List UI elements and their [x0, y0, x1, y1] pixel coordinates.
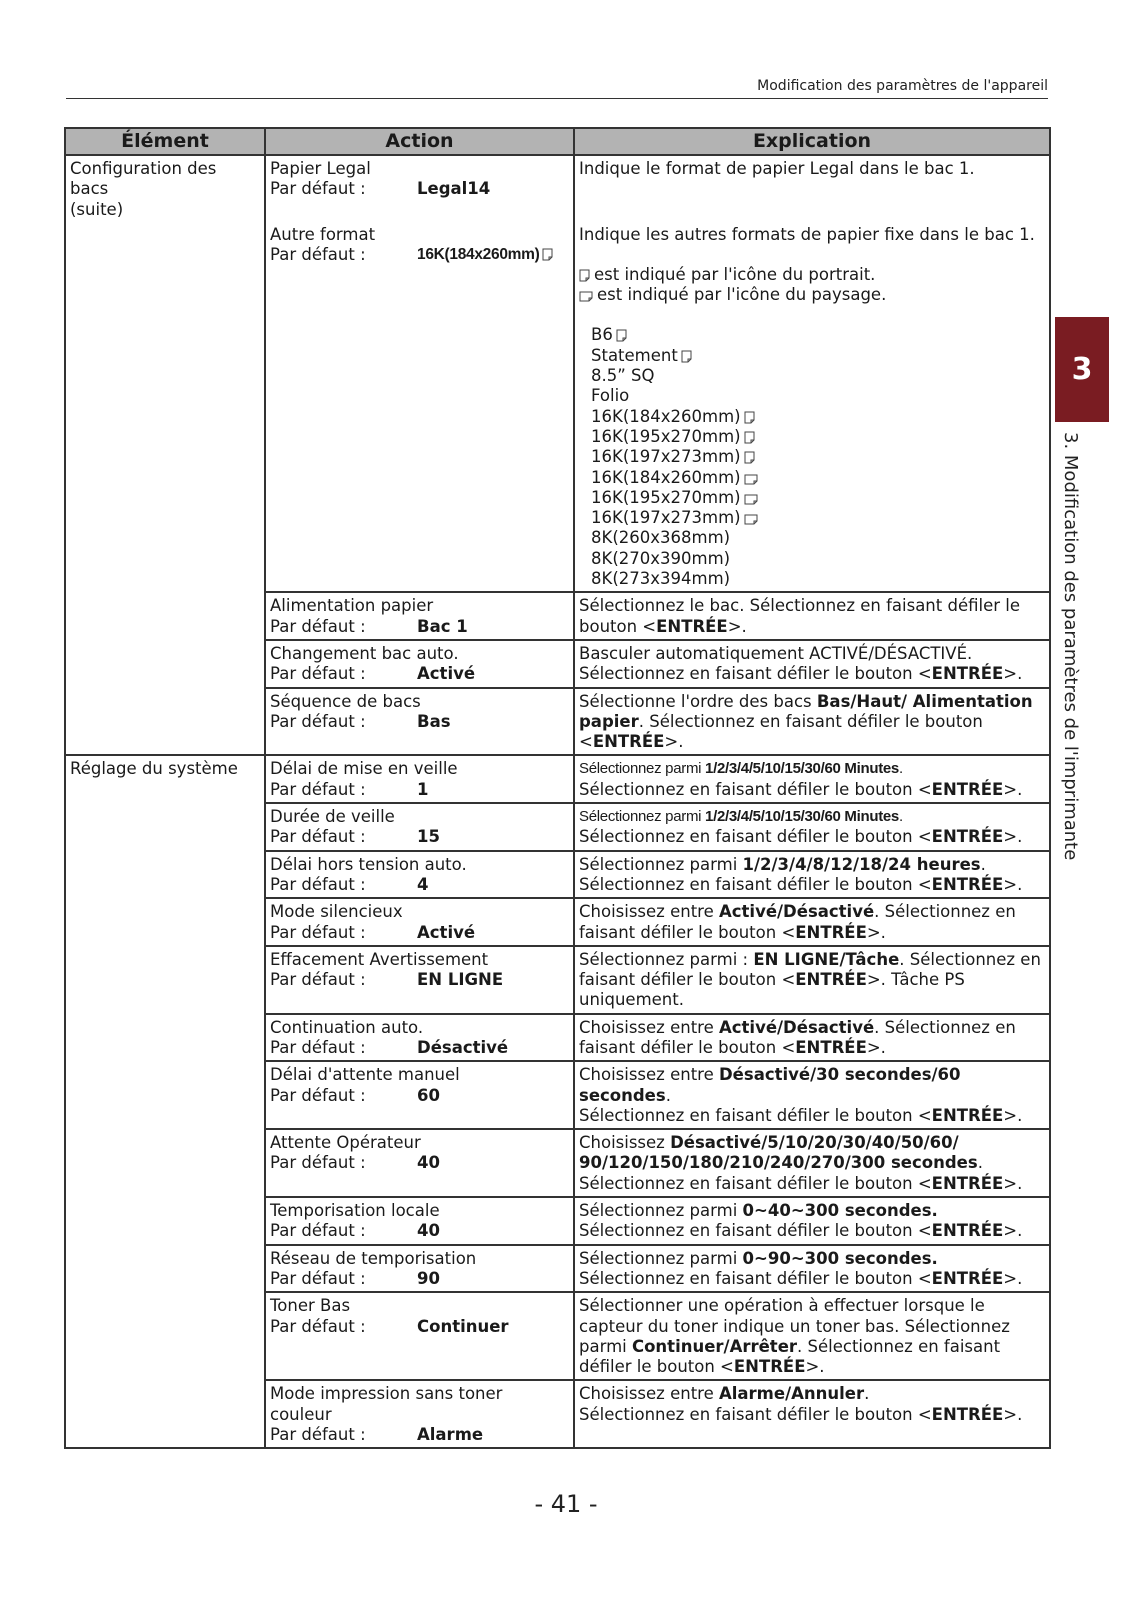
- default-value: 4: [417, 874, 429, 894]
- default-value: Alarme: [417, 1425, 484, 1445]
- portrait-icon: [579, 269, 590, 282]
- action-cell: Temporisation locale Par défaut : 40: [265, 1197, 574, 1245]
- portrait-icon: [542, 248, 553, 261]
- explanation-cell: Basculer automatiquement ACTIVÉ/DÉSACTIVÉ. Sélectionnez en faisant défiler le bouton <ENTRÉE>.: [574, 640, 1050, 688]
- list-item: Folio: [591, 386, 630, 406]
- default-value: 40: [417, 1153, 440, 1173]
- action-cell: Mode silencieux Par défaut : Activé: [265, 898, 574, 946]
- col-header-explication: Explication: [574, 128, 1050, 155]
- chapter-tab[interactable]: 3: [1055, 317, 1109, 422]
- default-value: 90: [417, 1268, 440, 1288]
- page-number: - 41 -: [534, 1490, 598, 1518]
- list-item: 16K(197x273mm): [591, 508, 1045, 528]
- default-value: Continuer: [417, 1316, 509, 1336]
- explanation-cell: Choisissez entre Activé/Désactivé. Sélectionnez en faisant défiler le bouton <ENTRÉE>.: [574, 1014, 1050, 1062]
- action-cell: Changement bac auto. Par défaut : Activé: [265, 640, 574, 688]
- default-value: 1: [417, 779, 429, 799]
- action-cell: Délai d'attente manuel Par défaut : 60: [265, 1061, 574, 1129]
- action-cell: Délai de mise en veille Par défaut : 1: [265, 755, 574, 803]
- col-header-action: Action: [265, 128, 574, 155]
- format-list: [579, 325, 1045, 589]
- explanation-cell: Sélectionnez le bac. Sélectionnez en faisant défiler le bouton <ENTRÉE>.: [574, 592, 1050, 640]
- default-value: Activé: [417, 922, 476, 942]
- action-cell: Autre format Par défaut : 16K(184x260mm): [265, 222, 574, 593]
- action-cell: Réseau de temporisation Par défaut : 90: [265, 1245, 574, 1293]
- landscape-icon: [744, 494, 758, 505]
- action-cell: Papier Legal Par défaut : Legal14: [265, 155, 574, 222]
- portrait-icon: [616, 329, 627, 342]
- explanation-cell: Choisissez entre Alarme/Annuler. Sélectionnez en faisant défiler le bouton <ENTRÉE>.: [574, 1380, 1050, 1448]
- default-value: Désactivé: [417, 1037, 509, 1057]
- explanation-cell: Choisissez entre Désactivé/30 secondes/60 secondes. Sélectionnez en faisant défiler le bouton <ENTRÉE>.: [574, 1061, 1050, 1129]
- explanation-cell: Sélectionnez parmi 1/2/3/4/5/10/15/30/60 Minutes. Sélectionnez en faisant défiler le bouton <ENTRÉE>.: [574, 803, 1050, 851]
- col-header-element: Élément: [65, 128, 265, 155]
- default-value: 15: [417, 827, 440, 847]
- explanation-cell: Indique le format de papier Legal dans le bac 1.: [574, 155, 1050, 222]
- portrait-icon: [744, 451, 755, 464]
- table-header-row: [65, 128, 1050, 155]
- section-system: Réglage du système: [65, 755, 265, 1448]
- default-value: Bas: [417, 711, 451, 731]
- action-cell: Toner Bas Par défaut : Continuer: [265, 1292, 574, 1380]
- default-value: Bac 1: [417, 616, 468, 636]
- section-trays: Configuration des bacs (suite): [65, 155, 265, 755]
- header-rule: [66, 98, 1048, 99]
- explanation-cell: Choisissez Désactivé/5/10/20/30/40/50/60/ 90/120/150/180/210/240/270/300 secondes. Sélectionnez en faisant défiler le bouton <ENTRÉE>.: [574, 1129, 1050, 1197]
- table-row: [65, 155, 1050, 222]
- running-header: Modification des paramètres de l'appareil: [757, 78, 1048, 94]
- list-item: Statement: [591, 346, 1045, 366]
- list-item: 8K(273x394mm): [591, 569, 731, 589]
- list-item: 16K(195x270mm): [591, 488, 1045, 508]
- settings-table: [64, 127, 1051, 1449]
- chapter-title-vertical: 3. Modification des paramètres de l'imprimante: [1060, 432, 1081, 861]
- explanation-cell: Sélectionnez parmi 1/2/3/4/5/10/15/30/60 Minutes. Sélectionnez en faisant défiler le bouton <ENTRÉE>.: [574, 755, 1050, 803]
- action-cell: Effacement Avertissement Par défaut : EN LIGNE: [265, 946, 574, 1014]
- action-cell: Attente Opérateur Par défaut : 40: [265, 1129, 574, 1197]
- table-row: [65, 755, 1050, 803]
- explanation-cell: Sélectionnez parmi : EN LIGNE/Tâche. Sélectionnez en faisant défiler le bouton <ENTRÉE>. Tâche PS uniquement.: [574, 946, 1050, 1014]
- list-item: 16K(184x260mm): [591, 468, 1045, 488]
- action-cell: Continuation auto. Par défaut : Désactivé: [265, 1014, 574, 1062]
- list-item: 8K(260x368mm): [591, 528, 731, 548]
- action-cell: Alimentation papier Par défaut : Bac 1: [265, 592, 574, 640]
- explanation-cell: Sélectionner une opération à effectuer lorsque le capteur du toner indique un toner bas. Sélectionnez parmi Continuer/Arrêter. Sélectionnez en faisant défiler le bouton <ENTRÉE>.: [574, 1292, 1050, 1380]
- explanation-cell: Sélectionnez parmi 0~90~300 secondes. Sélectionnez en faisant défiler le bouton <ENTRÉE>.: [574, 1245, 1050, 1293]
- landscape-icon: [744, 514, 758, 525]
- list-item: B6: [591, 325, 1045, 345]
- portrait-icon: [744, 431, 755, 444]
- default-value: 60: [417, 1085, 440, 1105]
- explanation-cell: Sélectionnez parmi 0~40~300 secondes. Sélectionnez en faisant défiler le bouton <ENTRÉE>.: [574, 1197, 1050, 1245]
- action-cell: Mode impression sans toner couleur Par défaut : Alarme: [265, 1380, 574, 1448]
- default-value: Legal14: [417, 179, 491, 199]
- explanation-cell: Choisissez entre Activé/Désactivé. Sélectionnez en faisant défiler le bouton <ENTRÉE>.: [574, 898, 1050, 946]
- list-item: 16K(197x273mm): [591, 447, 1045, 467]
- default-value: EN LIGNE: [417, 970, 504, 990]
- list-item: 16K(195x270mm): [591, 427, 1045, 447]
- landscape-icon: [579, 291, 593, 302]
- action-cell: Séquence de bacs Par défaut : Bas: [265, 688, 574, 756]
- portrait-icon: [744, 411, 755, 424]
- default-value: 40: [417, 1221, 440, 1241]
- list-item: 8K(270x390mm): [591, 548, 731, 568]
- explanation-cell: Sélectionnez parmi 1/2/3/4/8/12/18/24 heures. Sélectionnez en faisant défiler le bouton <ENTRÉE>.: [574, 851, 1050, 899]
- explanation-cell: Sélectionne l'ordre des bacs Bas/Haut/ Alimentation papier. Sélectionnez en faisant défiler le bouton <ENTRÉE>.: [574, 688, 1050, 756]
- list-item: 8.5” SQ: [591, 366, 655, 386]
- landscape-icon: [744, 474, 758, 485]
- action-cell: Durée de veille Par défaut : 15: [265, 803, 574, 851]
- default-value: Activé: [417, 664, 476, 684]
- default-value: 16K(184x260mm): [417, 245, 553, 265]
- explanation-cell: Indique les autres formats de papier fixe dans le bac 1. est indiqué par l'icône du portrait. est indiqué par l'icône du paysage. B6 Statement 8.5” SQ Folio 16K(184x260mm) 16K(195x270mm) 16K(197x273mm) 16K(184x260mm) 16K(195x270mm) 16K(197x273mm) 8K(260x368mm) 8K(270x390mm) 8K(273x394mm): [574, 222, 1050, 593]
- action-cell: Délai hors tension auto. Par défaut : 4: [265, 851, 574, 899]
- list-item: 16K(184x260mm): [591, 407, 1045, 427]
- portrait-icon: [681, 350, 692, 363]
